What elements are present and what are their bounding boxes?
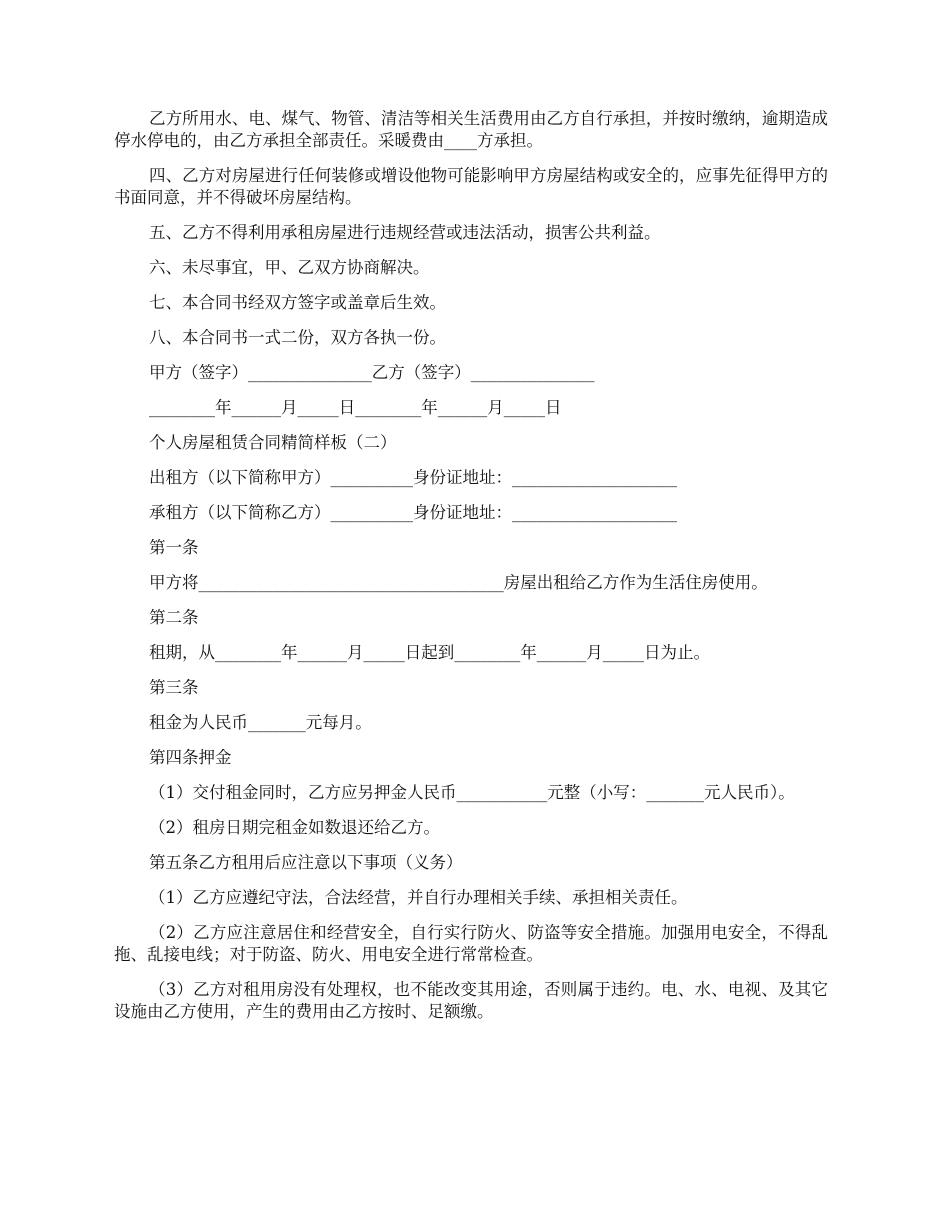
article-two-heading: 第二条: [149, 608, 199, 627]
clause-five-illegal-use: 五、乙方不得利用承租房屋进行违规经营或违法活动，损害公共利益。: [149, 223, 661, 242]
signature-date-line: ________年______月_____日________年______月_____日: [149, 398, 562, 417]
article-four-item-1: （1）交付租金同时，乙方应另押金人民币___________元整（小写：_______元人民币）。: [149, 783, 795, 802]
lessor-line: 出租方（以下简称甲方）__________身份证地址：____________________: [149, 468, 677, 487]
article-four-item-2: （2）租房日期完租金如数退还给乙方。: [149, 818, 440, 837]
article-five-item-2: （2）乙方应注意居住和经营安全，自行实行防火、防盗等安全措施。加强用电安全，不得乱拖、乱接电线；对于防盗、防火、用电安全进行常常检查。: [114, 923, 828, 964]
article-five-item-1: （1）乙方应遵纪守法，合法经营，并自行办理相关手续、承担相关责任。: [149, 888, 688, 907]
article-five-heading: 第五条乙方租用后应注意以下事项（义务）: [149, 853, 463, 872]
article-one-heading: 第一条: [149, 538, 199, 557]
clause-seven-effective: 七、本合同书经双方签字或盖章后生效。: [149, 293, 446, 312]
article-two-text: 租期，从________年______月_____日起到________年______月_____日为止。: [149, 643, 710, 662]
lessee-line: 承租方（以下简称乙方）__________身份证地址：____________________: [149, 503, 677, 522]
paragraph-living-expenses: 乙方所用水、电、煤气、物管、清洁等相关生活费用由乙方自行承担，并按时缴纳，逾期造成停水停电的，由乙方承担全部责任。采暖费由____方承担。: [114, 109, 828, 150]
clause-eight-copies: 八、本合同书一式二份，双方各执一份。: [149, 328, 446, 347]
signature-line: 甲方（签字）_______________乙方（签字）_______________: [149, 363, 595, 382]
clause-four-renovation: 四、乙方对房屋进行任何装修或增设他物可能影响甲方房屋结构或安全的，应事先征得甲方的书面同意，并不得破坏房屋结构。: [114, 166, 828, 207]
article-three-text: 租金为人民币_______元每月。: [149, 713, 372, 732]
document-page: [114, 108, 828, 1036]
article-one-text: 甲方将_____________________________________房屋出租给乙方作为生活住房使用。: [149, 573, 768, 592]
clause-six-negotiation: 六、未尽事宜，甲、乙双方协商解决。: [149, 258, 430, 277]
article-four-heading: 第四条押金: [149, 748, 232, 767]
section-title: 个人房屋租赁合同精简样板（二）: [149, 433, 397, 452]
article-three-heading: 第三条: [149, 678, 199, 697]
article-five-item-3: （3）乙方对租用房没有处理权，也不能改变其用途，否则属于违约。电、水、电视、及其它设施由乙方使用，产生的费用由乙方按时、足额缴。: [114, 980, 828, 1021]
